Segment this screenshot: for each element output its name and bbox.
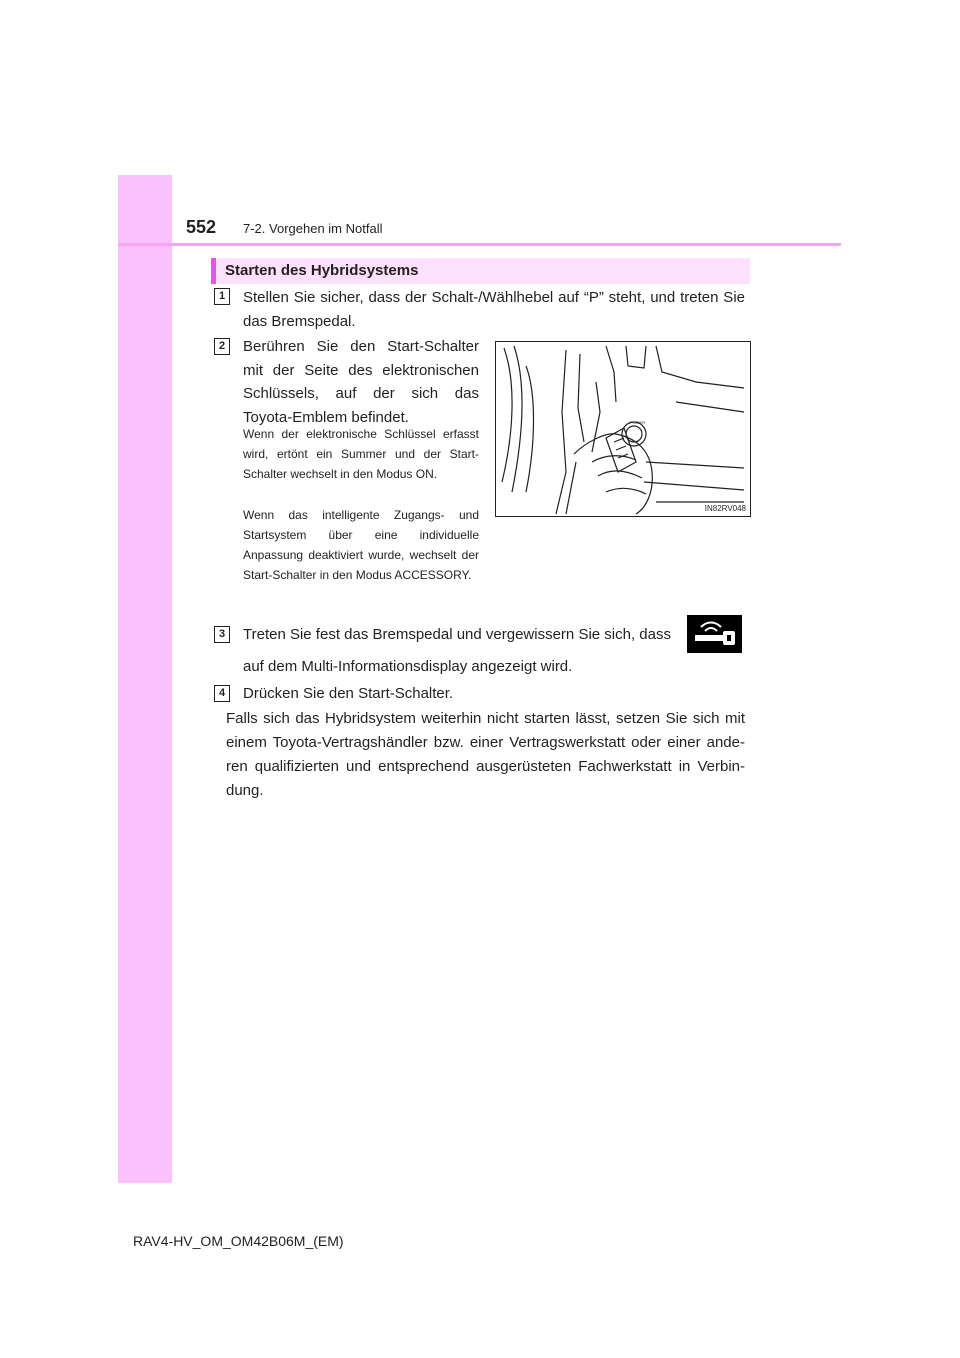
figure-code: IN82RV048	[704, 504, 746, 513]
header-rule	[118, 243, 841, 246]
step-number-1: 1	[214, 288, 230, 305]
step-4-text: Drücken Sie den Start-Schalter.	[243, 685, 454, 702]
step-3-text-after: auf dem Multi-Informationsdisplay angezeigt wird.	[243, 658, 573, 675]
page-number: 552	[186, 217, 217, 237]
closing-paragraph: Falls sich das Hybridsystem weiterhin nicht starten lässt, setzen Sie sich mit einem Toyota-Vertragshändler bzw. einer Vertragswerkstatt oder einer ande-ren qualifizierten und entsprechend ausgerüsteten Fachwerkstatt in Verbin-dung.	[226, 710, 745, 799]
start-switch-illustration	[495, 341, 751, 517]
document-id: RAV4-HV_OM_OM42B06M_(EM)	[133, 1233, 344, 1249]
step-2-text: Berühren Sie den Start-Schalter mit der Seite des elektronischen Schlüssels, auf der sich das Toyota-Emblem befindet.	[243, 338, 479, 426]
step-2-note-1: Wenn der elektronische Schlüssel erfasst wird, ertönt ein Summer und der Start-Schalter wechselt in den Modus ON.	[243, 427, 479, 481]
section-accent	[211, 258, 216, 284]
hand-key-drawing	[496, 342, 750, 516]
step-2-note-2: Wenn das intelligente Zugangs- und Startsystem über eine individuelle Anpassung deaktiviert wurde, wechselt der Start-Schalter in den Modus ACCESSORY.	[243, 508, 479, 582]
section-heading	[211, 258, 750, 284]
step-number-4: 4	[214, 685, 230, 702]
step-3-text-before: Treten Sie fest das Bremspedal und vergewissern Sie sich, dass	[243, 626, 671, 643]
chapter-title: 7-2. Vorgehen im Notfall	[243, 221, 383, 236]
key-indicator-icon	[687, 615, 742, 653]
step-number-3: 3	[214, 626, 230, 643]
section-title: Starten des Hybridsystems	[225, 262, 419, 279]
step-number-2: 2	[214, 338, 230, 355]
step-1-text: Stellen Sie sicher, dass der Schalt-/Wählhebel auf “P” steht, und treten Sie das Bremspedal.	[243, 289, 745, 330]
side-tab-band	[118, 175, 172, 1183]
power-button-label: POWER	[630, 420, 646, 425]
